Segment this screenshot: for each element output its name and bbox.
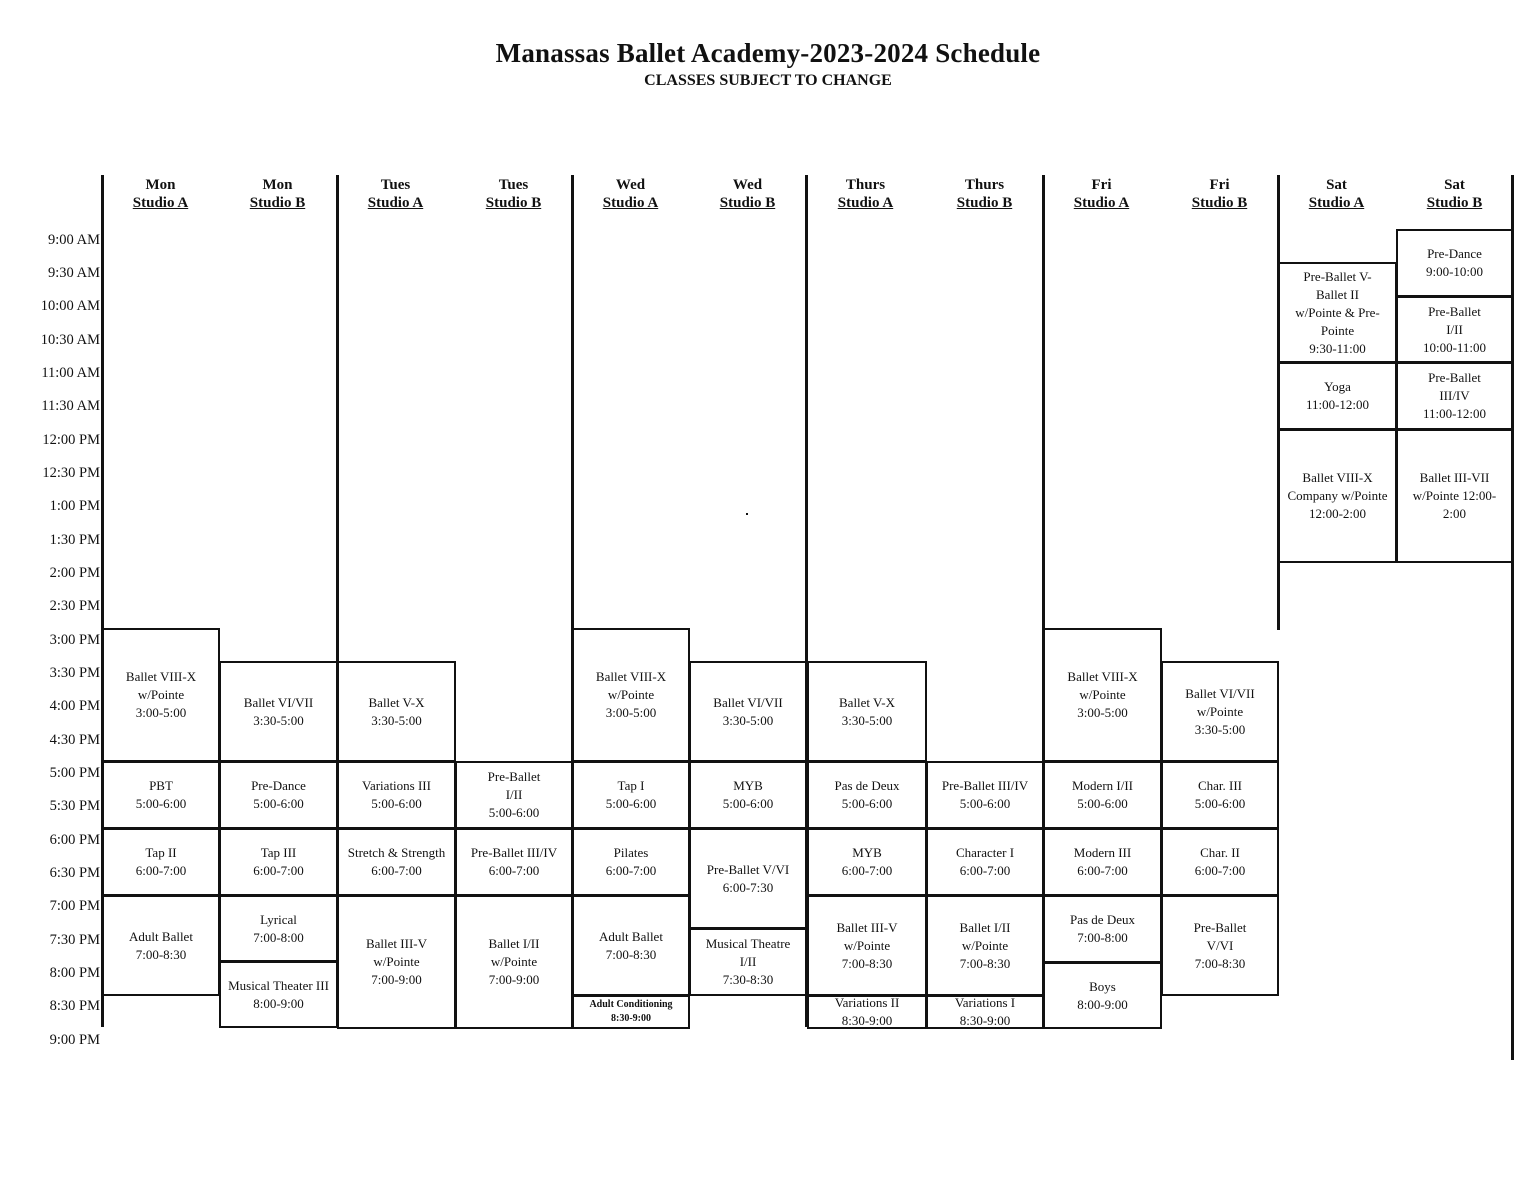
class-cell: Variations III 5:00-6:00 — [337, 761, 456, 829]
class-cell: Variations II 8:30-9:00 — [807, 995, 927, 1029]
time-label: 2:30 PM — [49, 598, 100, 614]
time-label: 9:00 PM — [49, 1032, 100, 1048]
time-label: 1:00 PM — [49, 498, 100, 514]
class-cell: Pre-Ballet V/VI 6:00-7:30 — [689, 828, 807, 929]
class-cell: Ballet V-X 3:30-5:00 — [337, 661, 456, 762]
class-cell: Variations I 8:30-9:00 — [926, 995, 1044, 1029]
class-cell: Pre-Ballet V- Ballet II w/Pointe & Pre- Pointe 9:30-11:00 — [1278, 262, 1397, 363]
class-cell: Modern III 6:00-7:00 — [1043, 828, 1162, 896]
class-cell: Lyrical 7:00-8:00 — [219, 895, 338, 962]
class-cell: Ballet VIII-X Company w/Pointe 12:00-2:00 — [1278, 429, 1397, 563]
header-fri-a: Fri Studio A — [1073, 177, 1130, 211]
header-thurs-a: Thurs Studio A — [837, 177, 894, 211]
class-cell: MYB 6:00-7:00 — [807, 828, 927, 896]
class-cell: Pre-Ballet I/II 5:00-6:00 — [455, 761, 573, 829]
class-cell: Musical Theater III 8:00-9:00 — [219, 961, 338, 1028]
class-cell: Char. III 5:00-6:00 — [1161, 761, 1279, 829]
class-cell: Ballet VI/VII w/Pointe 3:30-5:00 — [1161, 661, 1279, 762]
class-cell: Pre-Ballet III/IV 11:00-12:00 — [1396, 362, 1513, 430]
time-label: 9:30 AM — [48, 265, 100, 281]
time-label: 2:00 PM — [49, 565, 100, 581]
time-label: 8:30 PM — [49, 998, 100, 1014]
class-cell: Pre-Ballet V/VI 7:00-8:30 — [1161, 895, 1279, 996]
class-cell: Ballet VIII-X w/Pointe 3:00-5:00 — [572, 628, 690, 762]
time-label: 6:00 PM — [49, 832, 100, 848]
class-cell: Ballet VI/VII 3:30-5:00 — [689, 661, 807, 762]
class-cell: Pre-Dance 5:00-6:00 — [219, 761, 338, 829]
time-label: 6:30 PM — [49, 865, 100, 881]
time-label: 5:00 PM — [49, 765, 100, 781]
time-label: 1:30 PM — [49, 532, 100, 548]
header-thurs-b: Thurs Studio B — [956, 177, 1013, 211]
header-fri-b: Fri Studio B — [1191, 177, 1248, 211]
class-cell: Pas de Deux 7:00-8:00 — [1043, 895, 1162, 963]
time-label: 11:00 AM — [41, 365, 100, 381]
header-tues-a: Tues Studio A — [367, 177, 424, 211]
header-sat-a: Sat Studio A — [1308, 177, 1365, 211]
class-cell: Tap II 6:00-7:00 — [102, 828, 220, 896]
class-cell: Ballet VI/VII 3:30-5:00 — [219, 661, 338, 762]
class-cell: Pilates 6:00-7:00 — [572, 828, 690, 896]
header-sat-b: Sat Studio B — [1426, 177, 1483, 211]
time-label: 12:30 PM — [42, 465, 100, 481]
class-cell: Ballet III-V w/Pointe 7:00-9:00 — [337, 895, 456, 1029]
class-cell: Pre-Ballet III/IV 5:00-6:00 — [926, 761, 1044, 829]
time-label: 7:00 PM — [49, 898, 100, 914]
time-label: 10:00 AM — [40, 298, 100, 314]
class-cell: Adult Conditioning 8:30-9:00 — [572, 995, 690, 1029]
class-cell: Adult Ballet 7:00-8:30 — [102, 895, 220, 996]
time-label: 10:30 AM — [40, 332, 100, 348]
class-cell: Pas de Deux 5:00-6:00 — [807, 761, 927, 829]
class-cell: Modern I/II 5:00-6:00 — [1043, 761, 1162, 829]
class-cell: Yoga 11:00-12:00 — [1278, 362, 1397, 430]
class-cell: Adult Ballet 7:00-8:30 — [572, 895, 690, 996]
header-mon-b: Mon Studio B — [249, 177, 306, 211]
time-label: 12:00 PM — [42, 432, 100, 448]
class-cell: PBT 5:00-6:00 — [102, 761, 220, 829]
time-label: 3:00 PM — [49, 632, 100, 648]
class-cell: Boys 8:00-9:00 — [1043, 962, 1162, 1029]
time-label: 9:00 AM — [48, 232, 100, 248]
schedule-title: Manassas Ballet Academy-2023-2024 Schedule — [495, 38, 1041, 68]
header-wed-b: Wed Studio B — [719, 177, 776, 211]
class-cell: Musical Theatre I/II 7:30-8:30 — [689, 928, 807, 996]
class-cell: Ballet III-V w/Pointe 7:00-8:30 — [807, 895, 927, 996]
class-cell: Pre-Ballet I/II 10:00-11:00 — [1396, 296, 1513, 363]
time-label: 8:00 PM — [49, 965, 100, 981]
class-cell: Ballet V-X 3:30-5:00 — [807, 661, 927, 762]
header-wed-a: Wed Studio A — [602, 177, 659, 211]
class-cell: Char. II 6:00-7:00 — [1161, 828, 1279, 896]
class-cell: Tap III 6:00-7:00 — [219, 828, 338, 896]
stray-dot — [746, 513, 748, 515]
class-cell: Pre-Ballet III/IV 6:00-7:00 — [455, 828, 573, 896]
time-label: 3:30 PM — [49, 665, 100, 681]
schedule-subtitle: CLASSES SUBJECT TO CHANGE — [644, 72, 892, 89]
class-cell: MYB 5:00-6:00 — [689, 761, 807, 829]
class-cell: Ballet VIII-X w/Pointe 3:00-5:00 — [1043, 628, 1162, 762]
class-cell: Tap I 5:00-6:00 — [572, 761, 690, 829]
time-label: 5:30 PM — [49, 798, 100, 814]
class-cell: Pre-Dance 9:00-10:00 — [1396, 229, 1513, 297]
class-cell: Ballet I/II w/Pointe 7:00-8:30 — [926, 895, 1044, 996]
time-label: 4:00 PM — [49, 698, 100, 714]
header-tues-b: Tues Studio B — [485, 177, 542, 211]
class-cell: Ballet VIII-X w/Pointe 3:00-5:00 — [102, 628, 220, 762]
class-cell: Character I 6:00-7:00 — [926, 828, 1044, 896]
time-label: 11:30 AM — [41, 398, 100, 414]
class-cell: Stretch & Strength 6:00-7:00 — [337, 828, 456, 896]
class-cell: Ballet I/II w/Pointe 7:00-9:00 — [455, 895, 573, 1029]
time-label: 7:30 PM — [49, 932, 100, 948]
time-label: 4:30 PM — [49, 732, 100, 748]
header-mon-a: Mon Studio A — [132, 177, 189, 211]
class-cell: Ballet III-VII w/Pointe 12:00- 2:00 — [1396, 429, 1513, 563]
